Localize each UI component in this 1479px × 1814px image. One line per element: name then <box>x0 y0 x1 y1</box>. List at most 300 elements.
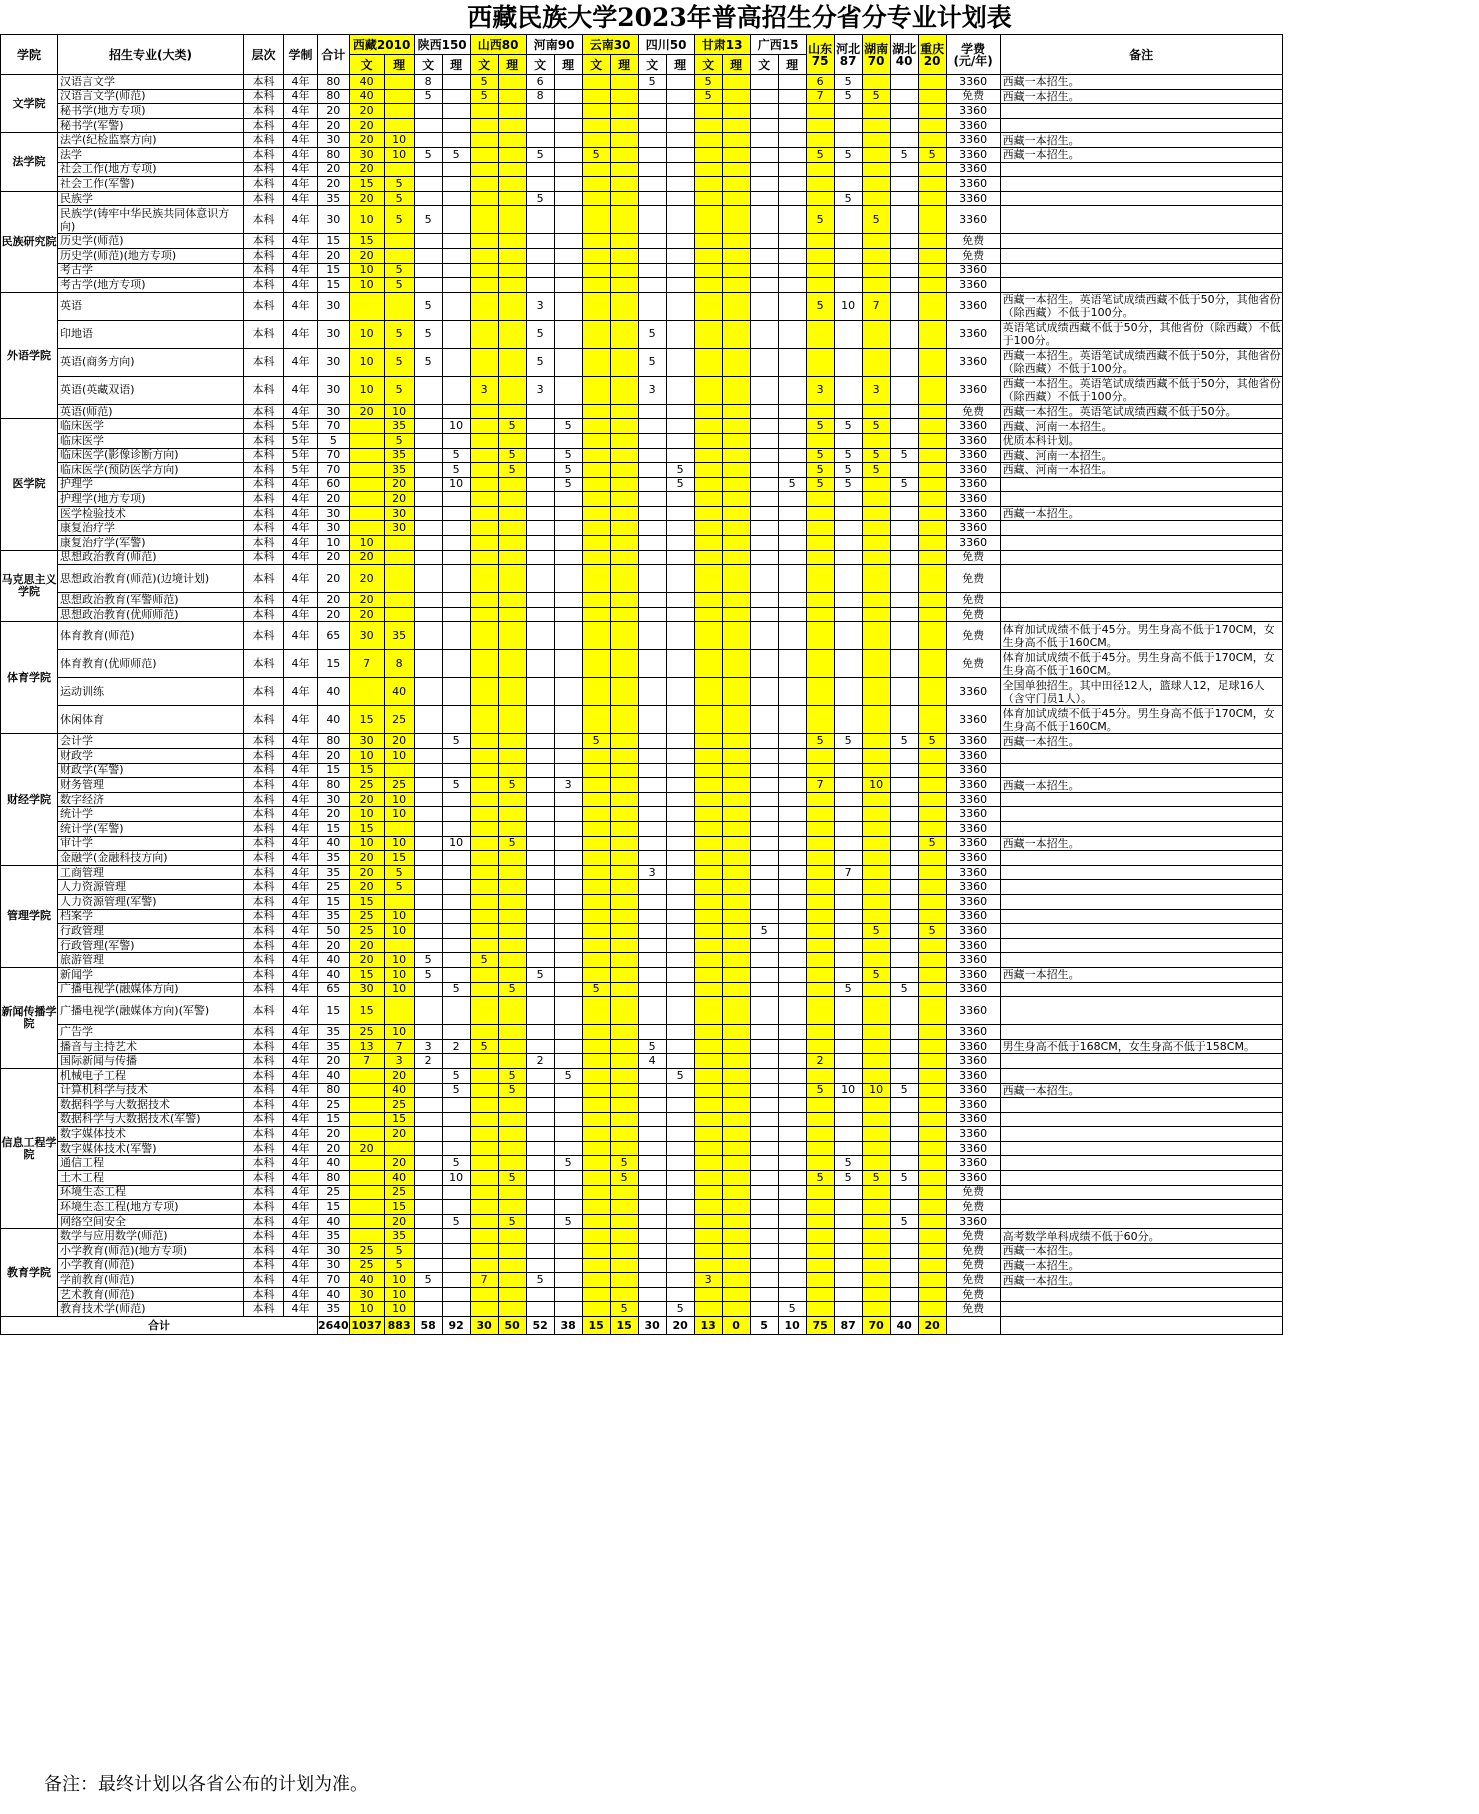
quota-cell <box>526 463 554 478</box>
quota-cell <box>750 278 778 293</box>
quota-cell <box>610 749 638 764</box>
quota-cell: 5 <box>834 75 862 90</box>
total-cell: 80 <box>318 1083 350 1098</box>
quota-cell: 5 <box>554 419 582 434</box>
quota-cell <box>666 851 694 866</box>
quota-cell <box>526 1068 554 1083</box>
years-cell: 4年 <box>284 477 318 492</box>
major-cell: 通信工程 <box>58 1156 244 1171</box>
quota-cell <box>498 1025 526 1040</box>
major-cell: 会计学 <box>58 734 244 749</box>
quota-cell <box>610 463 638 478</box>
province-header <box>918 35 946 75</box>
quota-cell: 20 <box>349 953 384 968</box>
quota-cell <box>414 536 442 551</box>
years-cell: 4年 <box>284 1054 318 1069</box>
quota-cell <box>610 1083 638 1098</box>
quota-cell <box>498 191 526 206</box>
quota-cell: 3 <box>470 376 498 404</box>
quota-cell <box>806 1273 834 1288</box>
quota-cell <box>666 622 694 650</box>
quota-cell <box>470 565 498 593</box>
quota-cell <box>778 1287 806 1302</box>
quota-cell <box>610 191 638 206</box>
total-cell: 20 <box>318 1127 350 1142</box>
quota-cell <box>750 1302 778 1317</box>
quota-cell: 10 <box>349 807 384 822</box>
college-cell: 教育学院 <box>1 1229 58 1317</box>
quota-cell <box>918 938 946 953</box>
quota-cell <box>890 778 918 793</box>
quota-cell <box>806 1141 834 1156</box>
quota-cell <box>666 894 694 909</box>
years-cell: 4年 <box>284 678 318 706</box>
level-cell: 本科 <box>244 162 284 177</box>
quota-cell <box>806 118 834 133</box>
remark-cell <box>1000 792 1282 807</box>
quota-cell <box>384 234 414 249</box>
quota-cell <box>349 292 384 320</box>
quota-cell <box>666 967 694 982</box>
college-cell: 体育学院 <box>1 622 58 734</box>
table-row <box>1 433 1283 448</box>
quota-cell: 20 <box>384 1127 414 1142</box>
quota-cell <box>750 1214 778 1229</box>
quota-cell <box>442 967 470 982</box>
quota-cell <box>442 865 470 880</box>
quota-cell <box>862 607 890 622</box>
quota-cell <box>890 292 918 320</box>
quota-cell <box>806 1244 834 1259</box>
quota-cell <box>638 234 666 249</box>
quota-cell <box>918 763 946 778</box>
level-cell: 本科 <box>244 880 284 895</box>
quota-cell <box>750 565 778 593</box>
quota-cell: 5 <box>834 191 862 206</box>
quota-cell <box>806 894 834 909</box>
quota-cell <box>554 1141 582 1156</box>
quota-cell: 5 <box>638 320 666 348</box>
quota-cell <box>918 706 946 734</box>
quota-cell <box>918 1258 946 1273</box>
table-row <box>1 565 1283 593</box>
major-cell: 播音与主持艺术 <box>58 1039 244 1054</box>
years-cell: 4年 <box>284 1302 318 1317</box>
quota-cell <box>554 320 582 348</box>
quota-cell: 3 <box>414 1039 442 1054</box>
quota-cell <box>750 292 778 320</box>
quota-cell <box>750 521 778 536</box>
quota-cell <box>778 836 806 851</box>
quota-cell: 8 <box>384 650 414 678</box>
quota-cell <box>442 1258 470 1273</box>
years-cell: 4年 <box>284 348 318 376</box>
quota-cell: 5 <box>806 292 834 320</box>
quota-cell <box>862 248 890 263</box>
quota-cell <box>890 909 918 924</box>
total-cell: 25 <box>318 1098 350 1113</box>
quota-cell <box>470 550 498 565</box>
level-cell: 本科 <box>244 133 284 148</box>
quota-cell <box>918 1229 946 1244</box>
quota-cell <box>694 822 722 837</box>
quota-cell <box>722 348 750 376</box>
province-header <box>834 35 862 75</box>
quota-cell <box>806 133 834 148</box>
quota-cell <box>610 1068 638 1083</box>
total-value <box>1000 1317 1282 1335</box>
quota-cell <box>778 1229 806 1244</box>
quota-cell <box>862 521 890 536</box>
quota-cell <box>610 622 638 650</box>
quota-cell <box>750 1083 778 1098</box>
quota-cell <box>638 851 666 866</box>
quota-cell <box>806 909 834 924</box>
total-cell: 65 <box>318 982 350 997</box>
wen-subheader: 文 <box>638 55 666 75</box>
remark-cell: 西藏一本招生。 <box>1000 1258 1282 1273</box>
quota-cell <box>750 376 778 404</box>
quota-cell <box>414 1287 442 1302</box>
fee-cell: 免费 <box>946 1287 1000 1302</box>
quota-cell <box>498 1039 526 1054</box>
quota-cell <box>554 1098 582 1113</box>
level-cell: 本科 <box>244 1156 284 1171</box>
quota-cell <box>666 749 694 764</box>
quota-cell <box>806 320 834 348</box>
quota-cell <box>722 234 750 249</box>
fee-cell: 3360 <box>946 822 1000 837</box>
quota-cell <box>349 521 384 536</box>
quota-cell <box>722 763 750 778</box>
college-header: 学院 <box>1 35 58 75</box>
quota-cell <box>638 836 666 851</box>
major-cell: 康复治疗学 <box>58 521 244 536</box>
quota-cell <box>414 1302 442 1317</box>
quota-cell: 20 <box>349 104 384 119</box>
quota-cell <box>890 89 918 104</box>
level-header: 层次 <box>244 35 284 75</box>
fee-cell: 3360 <box>946 191 1000 206</box>
quota-cell <box>666 734 694 749</box>
fee-cell: 3360 <box>946 206 1000 234</box>
quota-cell <box>722 938 750 953</box>
years-cell: 4年 <box>284 1273 318 1288</box>
quota-cell <box>470 1068 498 1083</box>
quota-cell <box>722 734 750 749</box>
remark-cell: 西藏一本招生。英语笔试成绩西藏不低于50分，其他省份（除西藏）不低于100分。 <box>1000 376 1282 404</box>
total-cell: 35 <box>318 1039 350 1054</box>
quota-cell <box>442 997 470 1025</box>
quota-cell: 5 <box>442 734 470 749</box>
major-cell: 汉语言文学(师范) <box>58 89 244 104</box>
quota-cell <box>834 593 862 608</box>
quota-cell <box>666 234 694 249</box>
level-cell: 本科 <box>244 851 284 866</box>
remark-cell <box>1000 763 1282 778</box>
quota-cell <box>526 953 554 968</box>
major-cell: 数字媒体技术(军警) <box>58 1141 244 1156</box>
quota-cell <box>694 320 722 348</box>
level-cell: 本科 <box>244 734 284 749</box>
quota-cell <box>414 1068 442 1083</box>
quota-cell <box>694 982 722 997</box>
quota-cell <box>806 807 834 822</box>
quota-cell: 5 <box>666 1302 694 1317</box>
quota-cell <box>890 118 918 133</box>
quota-cell <box>666 1171 694 1186</box>
quota-cell <box>694 706 722 734</box>
quota-cell <box>722 909 750 924</box>
quota-cell: 10 <box>349 749 384 764</box>
quota-cell <box>666 706 694 734</box>
quota-cell <box>750 133 778 148</box>
quota-cell <box>694 565 722 593</box>
quota-cell <box>722 118 750 133</box>
quota-cell <box>890 463 918 478</box>
quota-cell: 5 <box>694 89 722 104</box>
quota-cell <box>834 550 862 565</box>
quota-cell <box>862 404 890 419</box>
remark-cell: 西藏一本招生。 <box>1000 75 1282 90</box>
quota-cell <box>638 909 666 924</box>
remark-cell: 英语笔试成绩西藏不低于50分，其他省份（除西藏）不低于100分。 <box>1000 320 1282 348</box>
quota-cell <box>666 133 694 148</box>
total-value: 58 <box>414 1317 442 1335</box>
remark-cell <box>1000 822 1282 837</box>
total-cell: 30 <box>318 292 350 320</box>
quota-cell <box>554 206 582 234</box>
quota-cell <box>638 1214 666 1229</box>
quota-cell: 15 <box>349 234 384 249</box>
remark-cell: 男生身高不低于168CM，女生身高不低于158CM。 <box>1000 1039 1282 1054</box>
quota-cell <box>638 278 666 293</box>
quota-cell <box>666 89 694 104</box>
college-cell: 管理学院 <box>1 865 58 967</box>
table-row <box>1 248 1283 263</box>
quota-cell <box>498 89 526 104</box>
province-quota: 40 <box>895 53 913 68</box>
quota-cell <box>526 133 554 148</box>
quota-cell <box>610 206 638 234</box>
quota-cell <box>526 550 554 565</box>
quota-cell <box>778 593 806 608</box>
quota-cell <box>349 1229 384 1244</box>
fee-cell: 3360 <box>946 419 1000 434</box>
quota-cell <box>834 678 862 706</box>
quota-cell <box>890 419 918 434</box>
quota-cell <box>582 1039 610 1054</box>
quota-cell <box>582 118 610 133</box>
major-cell: 金融学(金融科技方向) <box>58 851 244 866</box>
fee-cell: 3360 <box>946 1171 1000 1186</box>
quota-cell <box>918 550 946 565</box>
table-row <box>1 162 1283 177</box>
fee-cell: 免费 <box>946 404 1000 419</box>
fee-cell: 免费 <box>946 1244 1000 1259</box>
quota-cell <box>554 763 582 778</box>
quota-cell <box>414 1214 442 1229</box>
quota-cell <box>498 967 526 982</box>
fee-cell: 3360 <box>946 376 1000 404</box>
fee-cell: 3360 <box>946 278 1000 293</box>
quota-cell <box>722 836 750 851</box>
quota-cell: 5 <box>638 1039 666 1054</box>
quota-cell <box>470 807 498 822</box>
table-row <box>1 924 1283 939</box>
quota-cell <box>666 1200 694 1215</box>
quota-cell <box>862 982 890 997</box>
quota-cell <box>554 1025 582 1040</box>
major-cell: 数据科学与大数据技术 <box>58 1098 244 1113</box>
quota-cell: 5 <box>470 89 498 104</box>
quota-cell <box>384 565 414 593</box>
quota-cell <box>890 1185 918 1200</box>
quota-cell: 5 <box>890 477 918 492</box>
quota-cell <box>778 778 806 793</box>
fee-cell: 免费 <box>946 593 1000 608</box>
years-cell: 4年 <box>284 836 318 851</box>
fee-cell: 3360 <box>946 118 1000 133</box>
quota-cell <box>610 278 638 293</box>
quota-cell <box>722 650 750 678</box>
years-cell: 4年 <box>284 177 318 192</box>
total-cell: 80 <box>318 75 350 90</box>
quota-cell <box>750 1229 778 1244</box>
quota-cell <box>470 1229 498 1244</box>
quota-cell <box>806 1127 834 1142</box>
level-cell: 本科 <box>244 1068 284 1083</box>
quota-cell <box>666 792 694 807</box>
province-header <box>862 35 890 75</box>
quota-cell <box>526 162 554 177</box>
fee-cell: 3360 <box>946 75 1000 90</box>
quota-cell: 5 <box>554 448 582 463</box>
quota-cell <box>666 75 694 90</box>
quota-cell <box>750 320 778 348</box>
quota-cell <box>349 419 384 434</box>
quota-cell: 5 <box>834 463 862 478</box>
quota-cell <box>918 1171 946 1186</box>
province-header: 河南90 <box>526 35 582 55</box>
quota-cell: 10 <box>834 292 862 320</box>
total-cell: 40 <box>318 967 350 982</box>
quota-cell: 5 <box>526 320 554 348</box>
remark-cell: 优质本科计划。 <box>1000 433 1282 448</box>
quota-cell <box>890 807 918 822</box>
quota-cell <box>638 678 666 706</box>
fee-cell: 3360 <box>946 749 1000 764</box>
years-cell: 4年 <box>284 1244 318 1259</box>
college-cell: 新闻传播学院 <box>1 967 58 1068</box>
total-cell: 20 <box>318 565 350 593</box>
table-row <box>1 536 1283 551</box>
quota-cell <box>414 1098 442 1113</box>
quota-cell <box>442 191 470 206</box>
total-value <box>946 1317 1000 1335</box>
quota-cell <box>666 924 694 939</box>
quota-cell <box>722 997 750 1025</box>
quota-cell <box>806 433 834 448</box>
quota-cell <box>750 1025 778 1040</box>
quota-cell <box>806 1214 834 1229</box>
quota-cell <box>918 1214 946 1229</box>
years-cell: 4年 <box>284 292 318 320</box>
years-cell: 4年 <box>284 506 318 521</box>
quota-cell <box>498 1287 526 1302</box>
quota-cell <box>666 147 694 162</box>
quota-cell <box>470 536 498 551</box>
quota-cell <box>442 75 470 90</box>
fee-cell: 3360 <box>946 865 1000 880</box>
quota-cell <box>554 1185 582 1200</box>
quota-cell <box>610 536 638 551</box>
level-cell: 本科 <box>244 206 284 234</box>
quota-cell <box>582 678 610 706</box>
quota-cell <box>470 894 498 909</box>
quota-cell <box>722 1200 750 1215</box>
li-subheader: 理 <box>722 55 750 75</box>
major-cell: 体育教育(优师师范) <box>58 650 244 678</box>
quota-cell <box>610 997 638 1025</box>
level-cell: 本科 <box>244 1302 284 1317</box>
quota-cell <box>918 607 946 622</box>
quota-cell <box>442 1112 470 1127</box>
total-cell: 35 <box>318 909 350 924</box>
quota-cell <box>526 706 554 734</box>
quota-cell <box>554 650 582 678</box>
quota-cell <box>610 894 638 909</box>
quota-cell <box>442 749 470 764</box>
quota-cell <box>694 1098 722 1113</box>
quota-cell <box>722 448 750 463</box>
quota-cell <box>918 320 946 348</box>
fee-cell: 3360 <box>946 778 1000 793</box>
quota-cell: 40 <box>349 1273 384 1288</box>
quota-cell <box>778 1083 806 1098</box>
table-row <box>1 763 1283 778</box>
quota-cell <box>778 1171 806 1186</box>
quota-cell <box>918 880 946 895</box>
table-row <box>1 792 1283 807</box>
quota-cell <box>750 650 778 678</box>
quota-cell <box>554 607 582 622</box>
years-cell: 4年 <box>284 997 318 1025</box>
quota-cell <box>526 419 554 434</box>
quota-cell <box>610 678 638 706</box>
quota-cell <box>349 506 384 521</box>
remark-cell <box>1000 1112 1282 1127</box>
quota-cell: 5 <box>442 778 470 793</box>
quota-cell <box>862 492 890 507</box>
quota-cell: 20 <box>349 248 384 263</box>
quota-cell: 20 <box>349 1141 384 1156</box>
remark-cell <box>1000 953 1282 968</box>
quota-cell <box>806 1025 834 1040</box>
quota-cell <box>722 506 750 521</box>
quota-cell <box>610 792 638 807</box>
quota-cell <box>750 894 778 909</box>
total-value: 38 <box>554 1317 582 1335</box>
quota-cell <box>834 1200 862 1215</box>
quota-cell <box>638 521 666 536</box>
quota-cell: 5 <box>384 191 414 206</box>
quota-cell <box>526 622 554 650</box>
quota-cell: 40 <box>384 1083 414 1098</box>
quota-cell <box>442 1302 470 1317</box>
quota-cell <box>442 678 470 706</box>
quota-cell <box>414 104 442 119</box>
